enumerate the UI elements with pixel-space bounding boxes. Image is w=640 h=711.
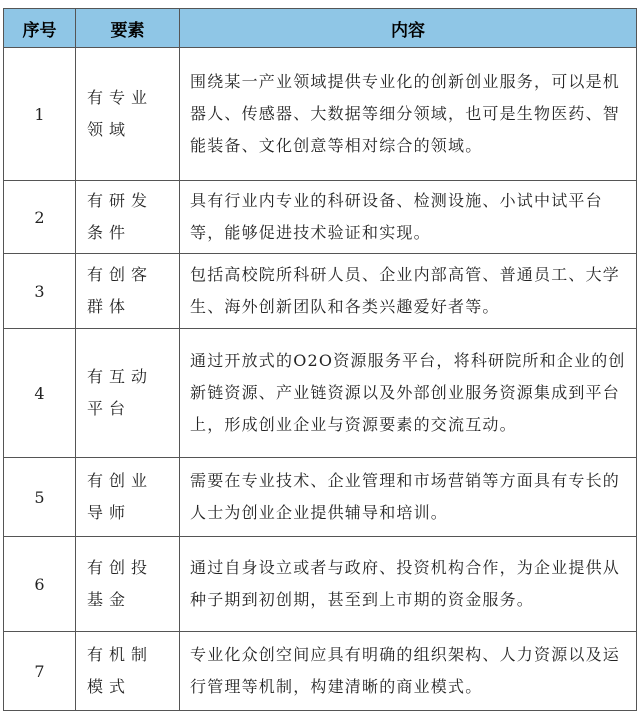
table-row (4, 181, 637, 254)
row-index: 4 (4, 329, 76, 458)
row-element: 有创业导师 (76, 458, 180, 537)
row-index: 3 (4, 254, 76, 329)
row-content: 包括高校院所科研人员、企业内部高管、普通员工、大学生、海外创新团队和各类兴趣爱好者等。 (180, 254, 637, 329)
header-element: 要素 (76, 9, 180, 48)
row-content: 需要在专业技术、企业管理和市场营销等方面具有专长的人士为创业企业提供辅导和培训。 (180, 458, 637, 537)
row-element: 有机制模式 (76, 632, 180, 711)
row-element: 有专业领域 (76, 48, 180, 181)
row-element: 有互动平台 (76, 329, 180, 458)
row-element: 有创投基金 (76, 537, 180, 632)
row-index: 5 (4, 458, 76, 537)
row-content: 通过开放式的O2O资源服务平台，将科研院所和企业的创新链资源、产业链资源以及外部创业服务资源集成到平台上，形成创业企业与资源要素的交流互动。 (180, 329, 637, 458)
row-index: 7 (4, 632, 76, 711)
table-row (4, 458, 637, 537)
table-row (4, 48, 637, 181)
table-row (4, 632, 637, 711)
table-row (4, 254, 637, 329)
row-content: 通过自身设立或者与政府、投资机构合作，为企业提供从种子期到初创期，甚至到上市期的资金服务。 (180, 537, 637, 632)
header-row (4, 9, 637, 48)
table-row (4, 537, 637, 632)
row-element: 有创客群体 (76, 254, 180, 329)
row-index: 6 (4, 537, 76, 632)
row-index: 2 (4, 181, 76, 254)
table-row (4, 329, 637, 458)
row-content: 围绕某一产业领域提供专业化的创新创业服务，可以是机器人、传感器、大数据等细分领域，也可是生物医药、智能装备、文化创意等相对综合的领域。 (180, 48, 637, 181)
header-index: 序号 (4, 9, 76, 48)
row-content: 具有行业内专业的科研设备、检测设施、小试中试平台等，能够促进技术验证和实现。 (180, 181, 637, 254)
elements-table (3, 8, 637, 711)
row-content: 专业化众创空间应具有明确的组织架构、人力资源以及运行管理等机制，构建清晰的商业模式。 (180, 632, 637, 711)
row-index: 1 (4, 48, 76, 181)
row-element: 有研发条件 (76, 181, 180, 254)
header-content: 内容 (180, 9, 637, 48)
